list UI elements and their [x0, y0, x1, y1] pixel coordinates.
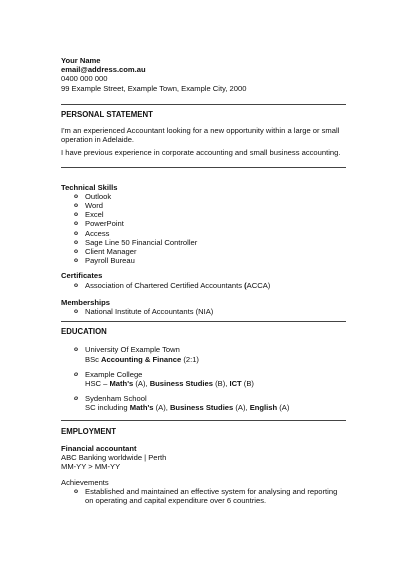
- qualification-grade: (B),: [213, 379, 230, 389]
- certificates-heading: Certificates: [61, 271, 103, 281]
- qualification-subject: Accounting & Finance: [101, 354, 182, 364]
- divider: [61, 321, 346, 322]
- list-item: o PowerPoint: [61, 219, 346, 228]
- list-item: o Established and maintained an effective system for analysing and reporting on operating and capital expenditure over 6 countries.: [61, 487, 346, 505]
- list-item: [61, 281, 346, 290]
- contact-address: 99 Example Street, Example Town, Example City, 2000: [61, 83, 247, 93]
- technical-skills-list: [61, 192, 346, 266]
- qualification-grade: (A): [277, 403, 290, 413]
- qualification-text: BSc: [85, 354, 102, 364]
- education-entry: [61, 394, 346, 412]
- education-heading: EDUCATION: [61, 327, 107, 337]
- employment-heading: EMPLOYMENT: [61, 426, 117, 436]
- list-item: o Client Manager: [61, 247, 346, 256]
- qualification-subject: Math's: [129, 403, 154, 413]
- qualification-subject: Business Studies: [169, 403, 234, 413]
- personal-statement-para-1: I'm an experienced Accountant looking for a new opportunity within a large or small operation in Adelaide.: [61, 126, 340, 145]
- qualification-text: SC including: [85, 403, 130, 413]
- technical-skills-heading: Technical Skills: [61, 182, 118, 192]
- personal-statement-heading: PERSONAL STATEMENT: [61, 109, 153, 119]
- contact-block: [61, 56, 346, 93]
- qualification-grade: (A),: [233, 403, 250, 413]
- divider: [61, 420, 346, 421]
- list-item: o Excel: [61, 210, 346, 219]
- certificate-bold: (: [244, 280, 247, 290]
- education-institution: o University Of Example Town: [85, 345, 180, 355]
- list-item: o National Institute of Accountants (NIA): [61, 307, 346, 316]
- contact-name: Your Name: [61, 56, 101, 65]
- list-item: o Payroll Bureau: [61, 256, 346, 265]
- qualification-subject: Business Studies: [149, 379, 213, 389]
- education-qualification: [85, 403, 346, 412]
- education-entry: [61, 370, 346, 388]
- qualification-grade: (A),: [133, 379, 150, 389]
- education-institution: o Sydenham School: [85, 394, 147, 404]
- list-item: o Outlook: [61, 192, 346, 201]
- qualification-grade: (2:1): [181, 354, 199, 364]
- contact-email: email@address.com.au: [61, 65, 146, 75]
- education-institution: o Example College: [85, 369, 143, 379]
- memberships-heading: Memberships: [61, 297, 110, 307]
- certificate-text: Association of Chartered Certified Accountants: [85, 280, 245, 290]
- qualification-grade: (A),: [153, 403, 170, 413]
- job-title: Financial accountant: [61, 443, 137, 453]
- divider: [61, 167, 346, 168]
- qualification-subject: ICT: [229, 379, 242, 389]
- certificate-acronym: ACCA): [246, 280, 271, 290]
- job-dates: MM-YY > MM-YY: [61, 462, 121, 472]
- qualification-subject: Math's: [109, 379, 134, 389]
- list-item: o Word: [61, 201, 346, 210]
- qualification-subject: English: [249, 403, 278, 413]
- list-item: o Sage Line 50 Financial Controller: [61, 238, 346, 247]
- achievements-label: Achievements: [61, 477, 109, 487]
- divider: [61, 104, 346, 105]
- personal-statement-para-2: I have previous experience in corporate accounting and small business accounting.: [61, 148, 341, 158]
- resume-page: [61, 56, 346, 505]
- qualification-text: HSC –: [85, 379, 110, 389]
- education-entry: [61, 345, 346, 363]
- job-company: ABC Banking worldwide | Perth: [61, 453, 167, 463]
- education-qualification: [85, 379, 346, 388]
- list-item: o Access: [61, 229, 346, 238]
- qualification-grade: (B): [241, 379, 254, 389]
- contact-phone: 0400 000 000: [61, 74, 108, 84]
- education-qualification: [85, 355, 346, 364]
